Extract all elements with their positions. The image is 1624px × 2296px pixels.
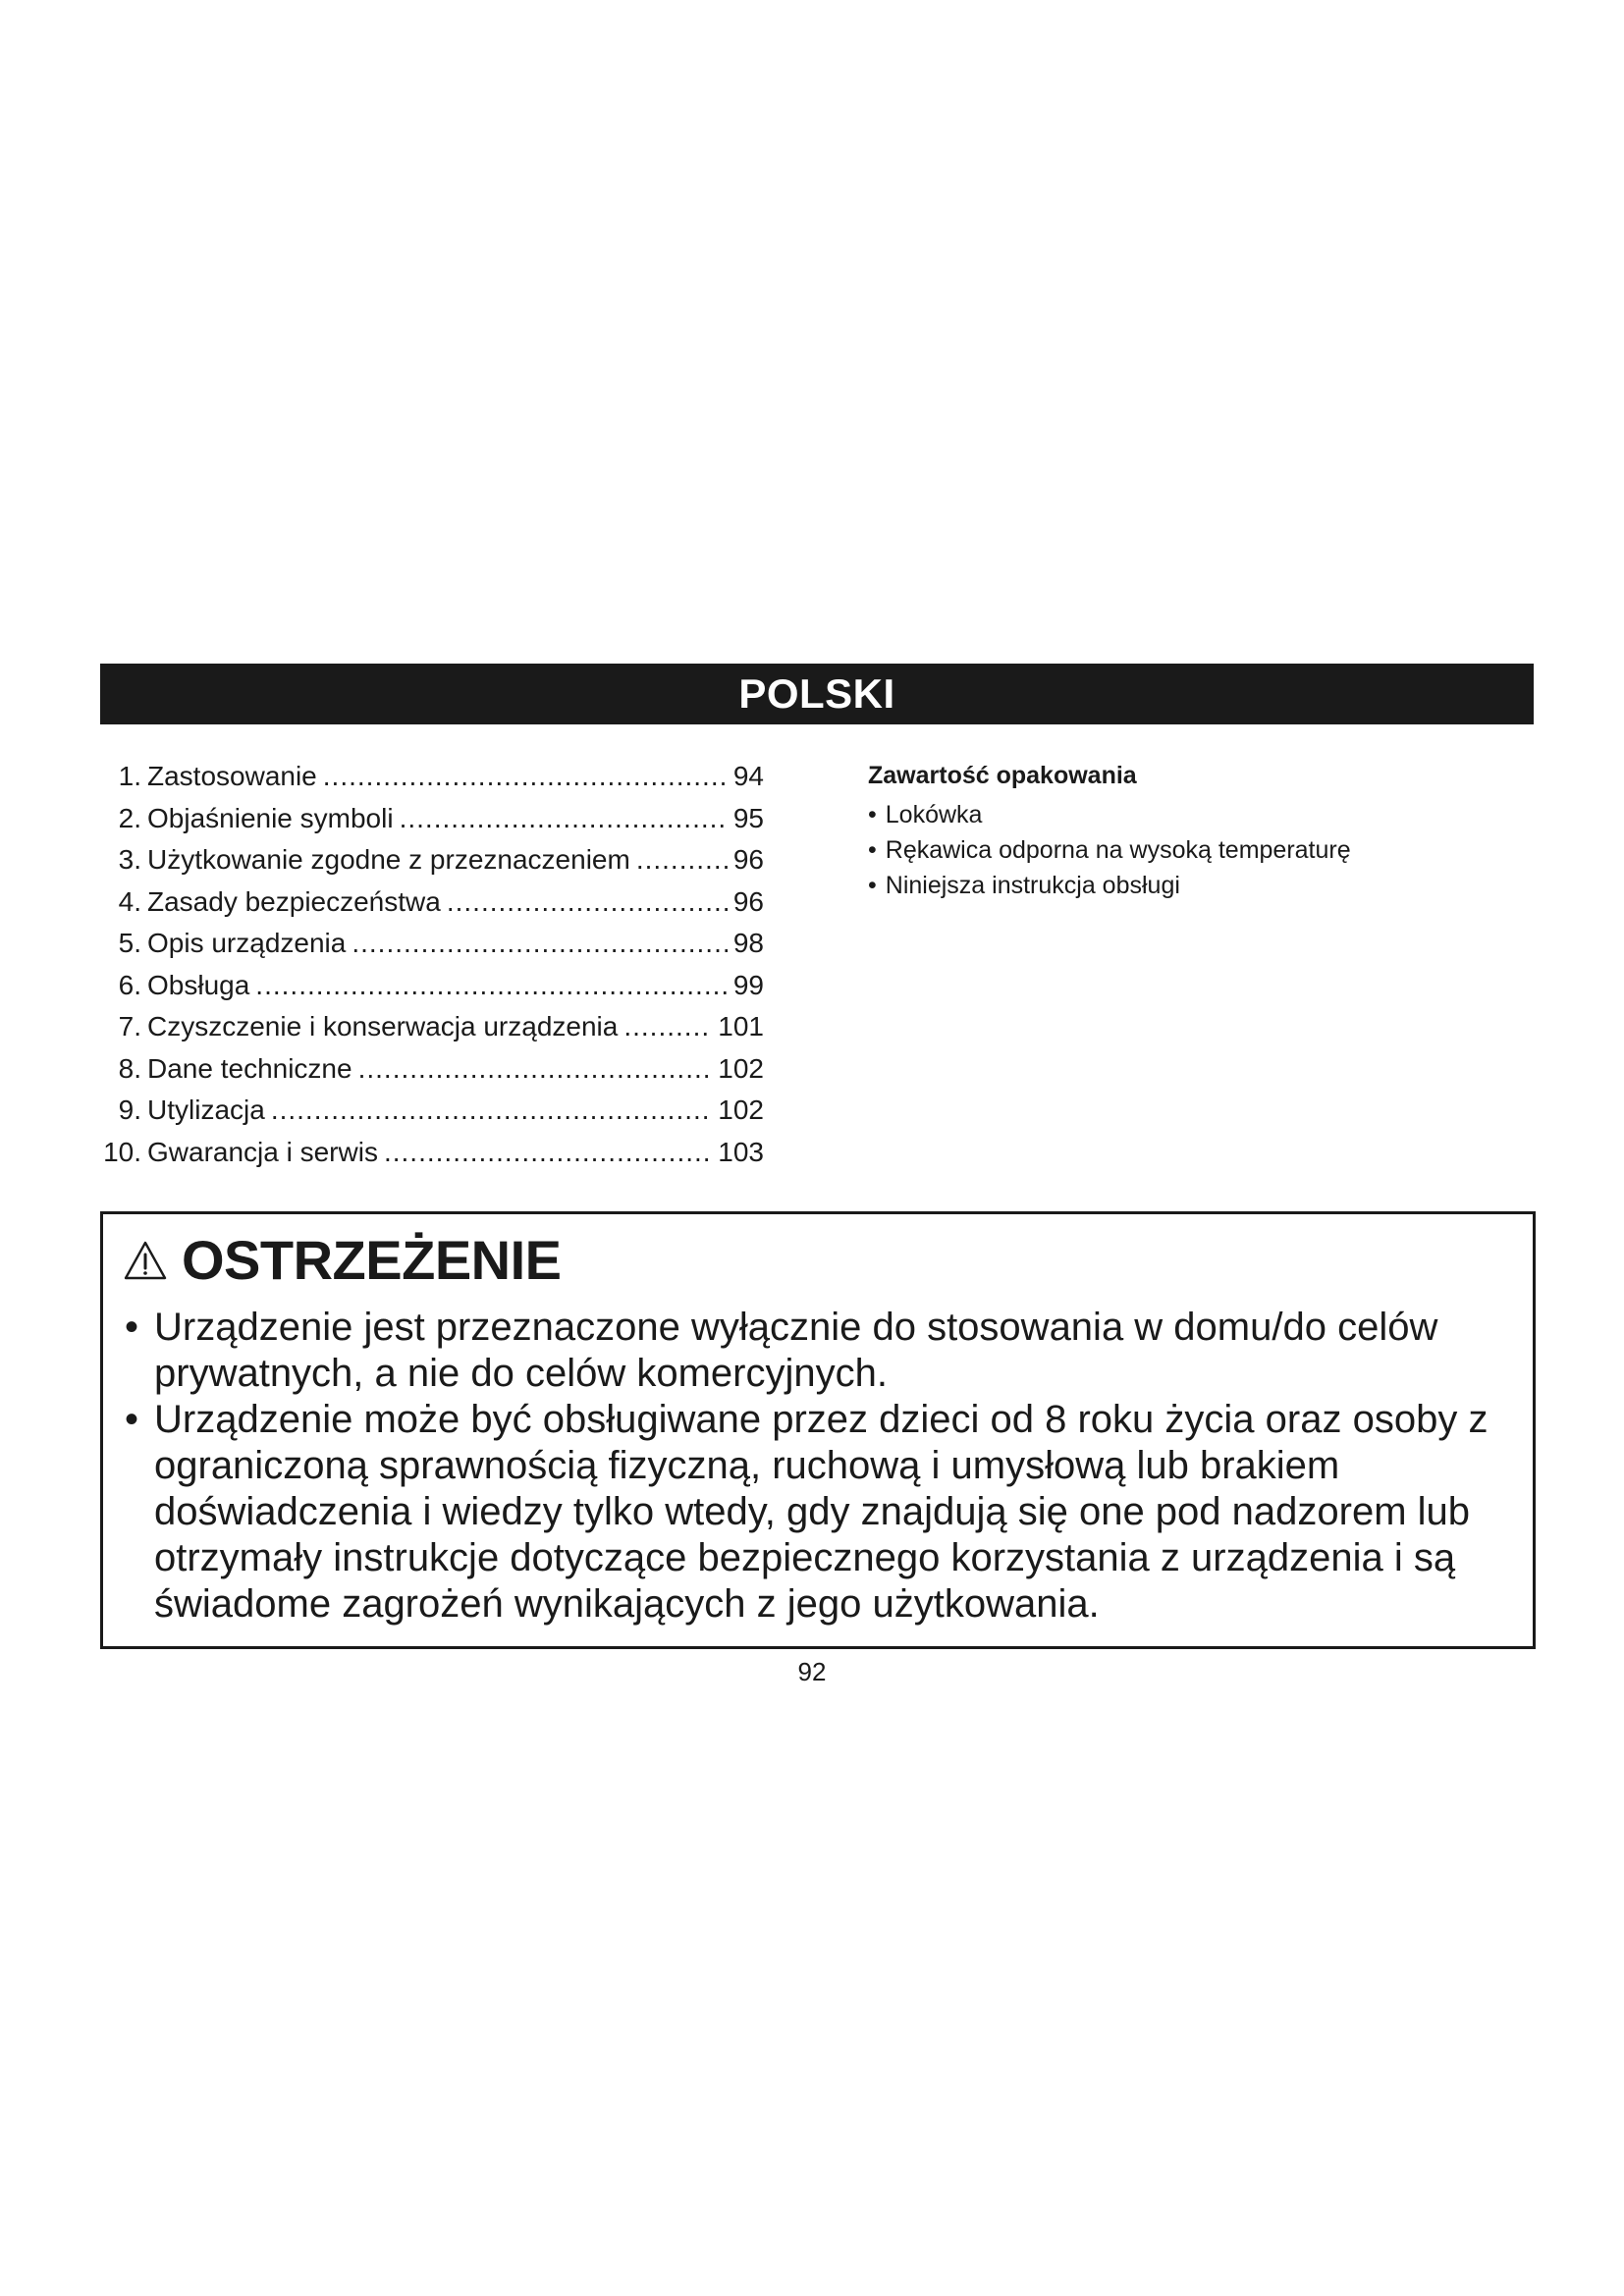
page-number: 92: [797, 1657, 827, 1686]
package-contents-heading: Zawartość opakowania: [868, 762, 1137, 789]
toc-item[interactable]: [94, 756, 764, 798]
toc-item-number: 9.: [118, 1095, 141, 1125]
toc-leader-dots: [358, 1048, 713, 1091]
package-contents-list: [868, 797, 1496, 903]
toc-item[interactable]: [94, 881, 764, 924]
toc-leader-dots: [271, 1090, 712, 1132]
toc-item[interactable]: [94, 1006, 764, 1048]
warning-heading: [123, 1226, 562, 1295]
toc-item[interactable]: [94, 1090, 764, 1132]
toc-leader-dots: [384, 1132, 712, 1174]
warning-title: OSTRZEŻENIE: [182, 1229, 562, 1291]
toc-item-number: 6.: [118, 969, 141, 1000]
toc-item-title: Użytkowanie zgodne z przeznaczeniem: [147, 844, 630, 875]
toc-item-page: 102: [718, 1052, 764, 1084]
toc-item-number: 3.: [118, 844, 141, 875]
toc-item-title: Zastosowanie: [147, 761, 317, 791]
warning-list: [123, 1305, 1503, 1628]
toc-item-title: Dane techniczne: [147, 1052, 352, 1084]
toc-item-title: Czyszczenie i konserwacja urządzenia: [147, 1011, 619, 1041]
toc-item-page: 96: [732, 885, 764, 917]
toc-item-page: 102: [718, 1095, 764, 1125]
package-contents: [868, 758, 1496, 903]
toc-item-number: 8.: [118, 1052, 141, 1084]
toc-leader-dots: [323, 756, 728, 798]
toc-item-page: 99: [732, 969, 764, 1000]
warning-triangle-icon: [123, 1240, 168, 1281]
toc-item-number: 2.: [118, 802, 141, 833]
toc-leader-dots: [636, 839, 728, 881]
warning-item: • Urządzenie jest przeznaczone wyłącznie do stosowania w domu/do celów prywatnych, a nie do celów komercyjnych.: [123, 1305, 1503, 1397]
toc-leader-dots: [623, 1006, 712, 1048]
toc-item[interactable]: [94, 1048, 764, 1091]
toc-leader-dots: [352, 923, 728, 965]
table-of-contents: [94, 756, 764, 1173]
toc-item-number: 10.: [103, 1136, 141, 1167]
toc-item[interactable]: [94, 965, 764, 1007]
toc-item-page: 96: [732, 844, 764, 875]
toc-item-number: 1.: [118, 761, 141, 791]
toc-item-page: 95: [732, 802, 764, 833]
toc-item-page: 101: [718, 1011, 764, 1041]
toc-item[interactable]: [94, 839, 764, 881]
package-contents-item: • Lokówka: [868, 797, 1496, 832]
toc-item-title: Gwarancja i serwis: [147, 1136, 378, 1167]
warning-box: [100, 1211, 1536, 1649]
toc-item-title: Utylizacja: [147, 1095, 265, 1125]
toc-item[interactable]: [94, 923, 764, 965]
toc-item-title: Zasady bezpieczeństwa: [147, 885, 441, 917]
toc-item-page: 98: [732, 928, 764, 958]
toc-item-page: 103: [718, 1136, 764, 1167]
toc-item-title: Obsługa: [147, 969, 250, 1000]
toc-item-title: Opis urządzenia: [147, 928, 347, 958]
language-header: POLSKI: [100, 664, 1534, 724]
toc-item[interactable]: [94, 798, 764, 840]
toc-item-title: Objaśnienie symboli: [147, 802, 394, 833]
toc-item[interactable]: [94, 1132, 764, 1174]
toc-leader-dots: [255, 965, 728, 1007]
toc-item-number: 7.: [118, 1011, 141, 1041]
toc-leader-dots: [447, 881, 728, 924]
package-contents-item: • Rękawica odporna na wysoką temperaturę: [868, 832, 1496, 868]
toc-leader-dots: [400, 798, 728, 840]
warning-item: • Urządzenie może być obsługiwane przez dzieci od 8 roku życia oraz osoby z ograniczoną sprawnością fizyczną, ruchową i umysłową lub brakiem doświadczenia i wiedzy tylko wtedy, gdy znajdują się one pod nadzorem lub otrzymały instrukcje dotyczące bezpiecznego korzystania z urządzenia i są świadome zagrożeń wynikających z jego użytkowania.: [123, 1397, 1503, 1628]
toc-item-number: 4.: [118, 885, 141, 917]
toc-item-number: 5.: [118, 928, 141, 958]
toc-item-page: 94: [732, 761, 764, 791]
package-contents-item: • Niniejsza instrukcja obsługi: [868, 868, 1496, 903]
